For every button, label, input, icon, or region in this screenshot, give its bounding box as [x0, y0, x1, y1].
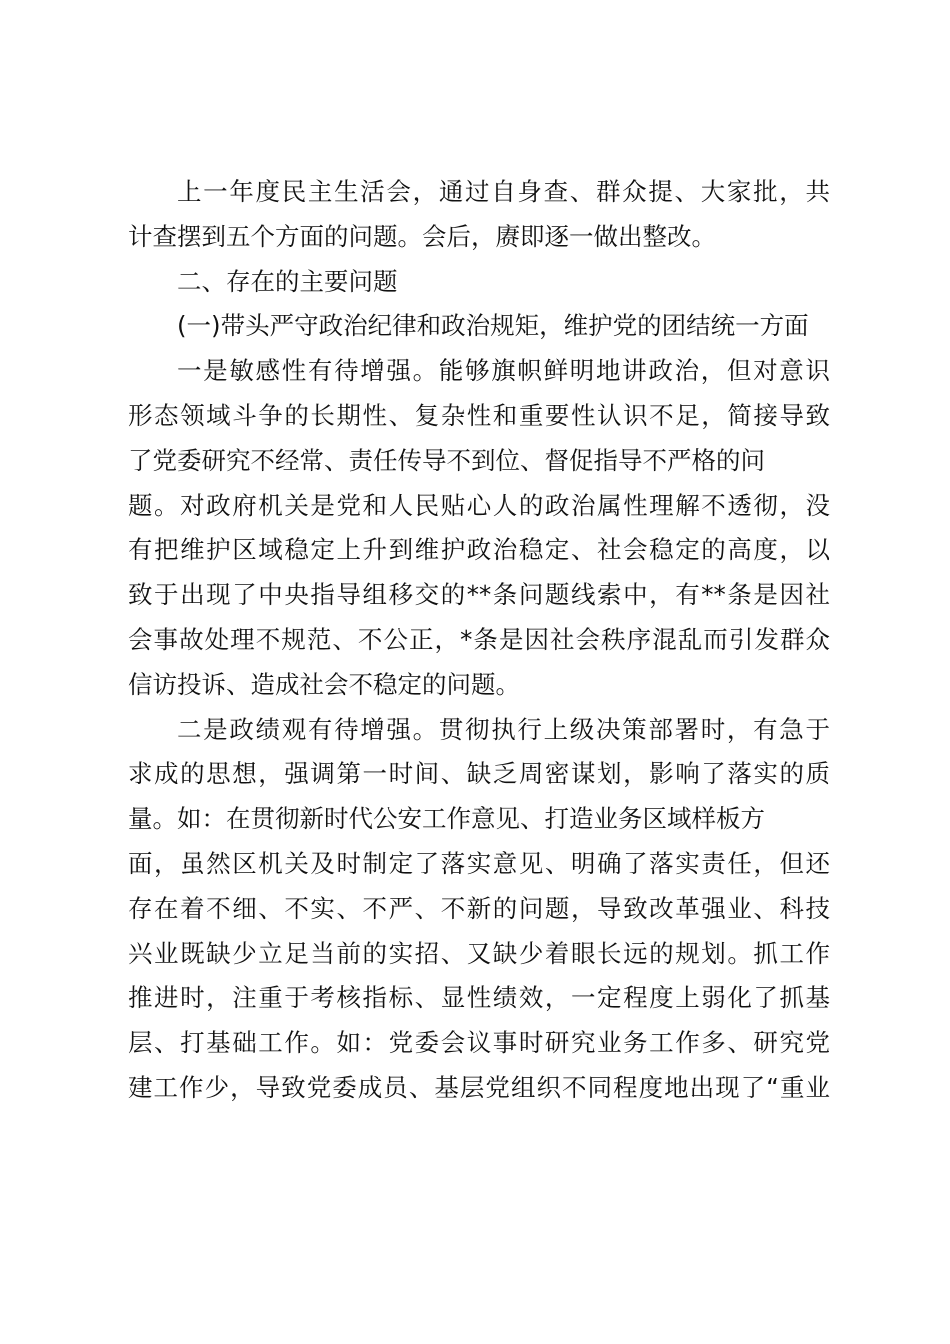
- text-line: 了党委研究不经常、责任传导不到位、督促指导不严格的问: [128, 445, 765, 475]
- document-body: [128, 170, 830, 1111]
- text-line: 有把维护区域稳定上升到维护政治稳定、社会稳定的高度，以: [128, 535, 830, 565]
- text-line: 计查摆到五个方面的问题。会后，赓即逐一做出整改。: [128, 221, 716, 251]
- text-line: 兴业既缺少立足当前的实招、又缺少着眼长远的规划。抓工作: [128, 938, 830, 968]
- text-line: 二是政绩观有待增强。贯彻执行上级决策部署时，有急于: [177, 714, 830, 744]
- text-line: 会事故处理不规范、不公正，*条是因社会秩序混乱而引发群众: [128, 624, 830, 654]
- text-line: 求成的思想，强调第一时间、缺乏周密谋划，影响了落实的质: [128, 759, 830, 789]
- text-line: 上一年度民主生活会，通过自身查、群众提、大家批，共: [177, 177, 830, 206]
- text-line: 题。对政府机关是党和人民贴心人的政治属性理解不透彻，没: [128, 490, 830, 520]
- text-line: (一)带头严守政治纪律和政治规矩，维护党的团结统一方面: [177, 311, 809, 341]
- text-line: 致于出现了中央指导组移交的**条问题线索中，有**条是因社: [128, 580, 830, 610]
- text-line: 二、存在的主要问题: [177, 266, 398, 296]
- text-line: 推进时，注重于考核指标、显性绩效，一定程度上弱化了抓基: [128, 983, 830, 1013]
- text-line: 层、打基础工作。如：党委会议事时研究业务工作多、研究党: [128, 1028, 830, 1058]
- text-line: 一是敏感性有待增强。能够旗帜鲜明地讲政治，但对意识: [177, 356, 830, 386]
- text-line: 信访投诉、造成社会不稳定的问题。: [128, 669, 520, 699]
- text-line: 形态领域斗争的长期性、复杂性和重要性认识不足，简接导致: [128, 400, 830, 430]
- text-line: 存在着不细、不实、不严、不新的问题，导致改革强业、科技: [128, 893, 830, 923]
- text-line: 建工作少，导致党委成员、基层党组织不同程度地出现了“重业: [128, 1072, 830, 1102]
- text-line: 量。如：在贯彻新时代公安工作意见、打造业务区域样板方: [128, 804, 765, 834]
- text-line: 面，虽然区机关及时制定了落实意见、明确了落实责任，但还: [128, 848, 830, 878]
